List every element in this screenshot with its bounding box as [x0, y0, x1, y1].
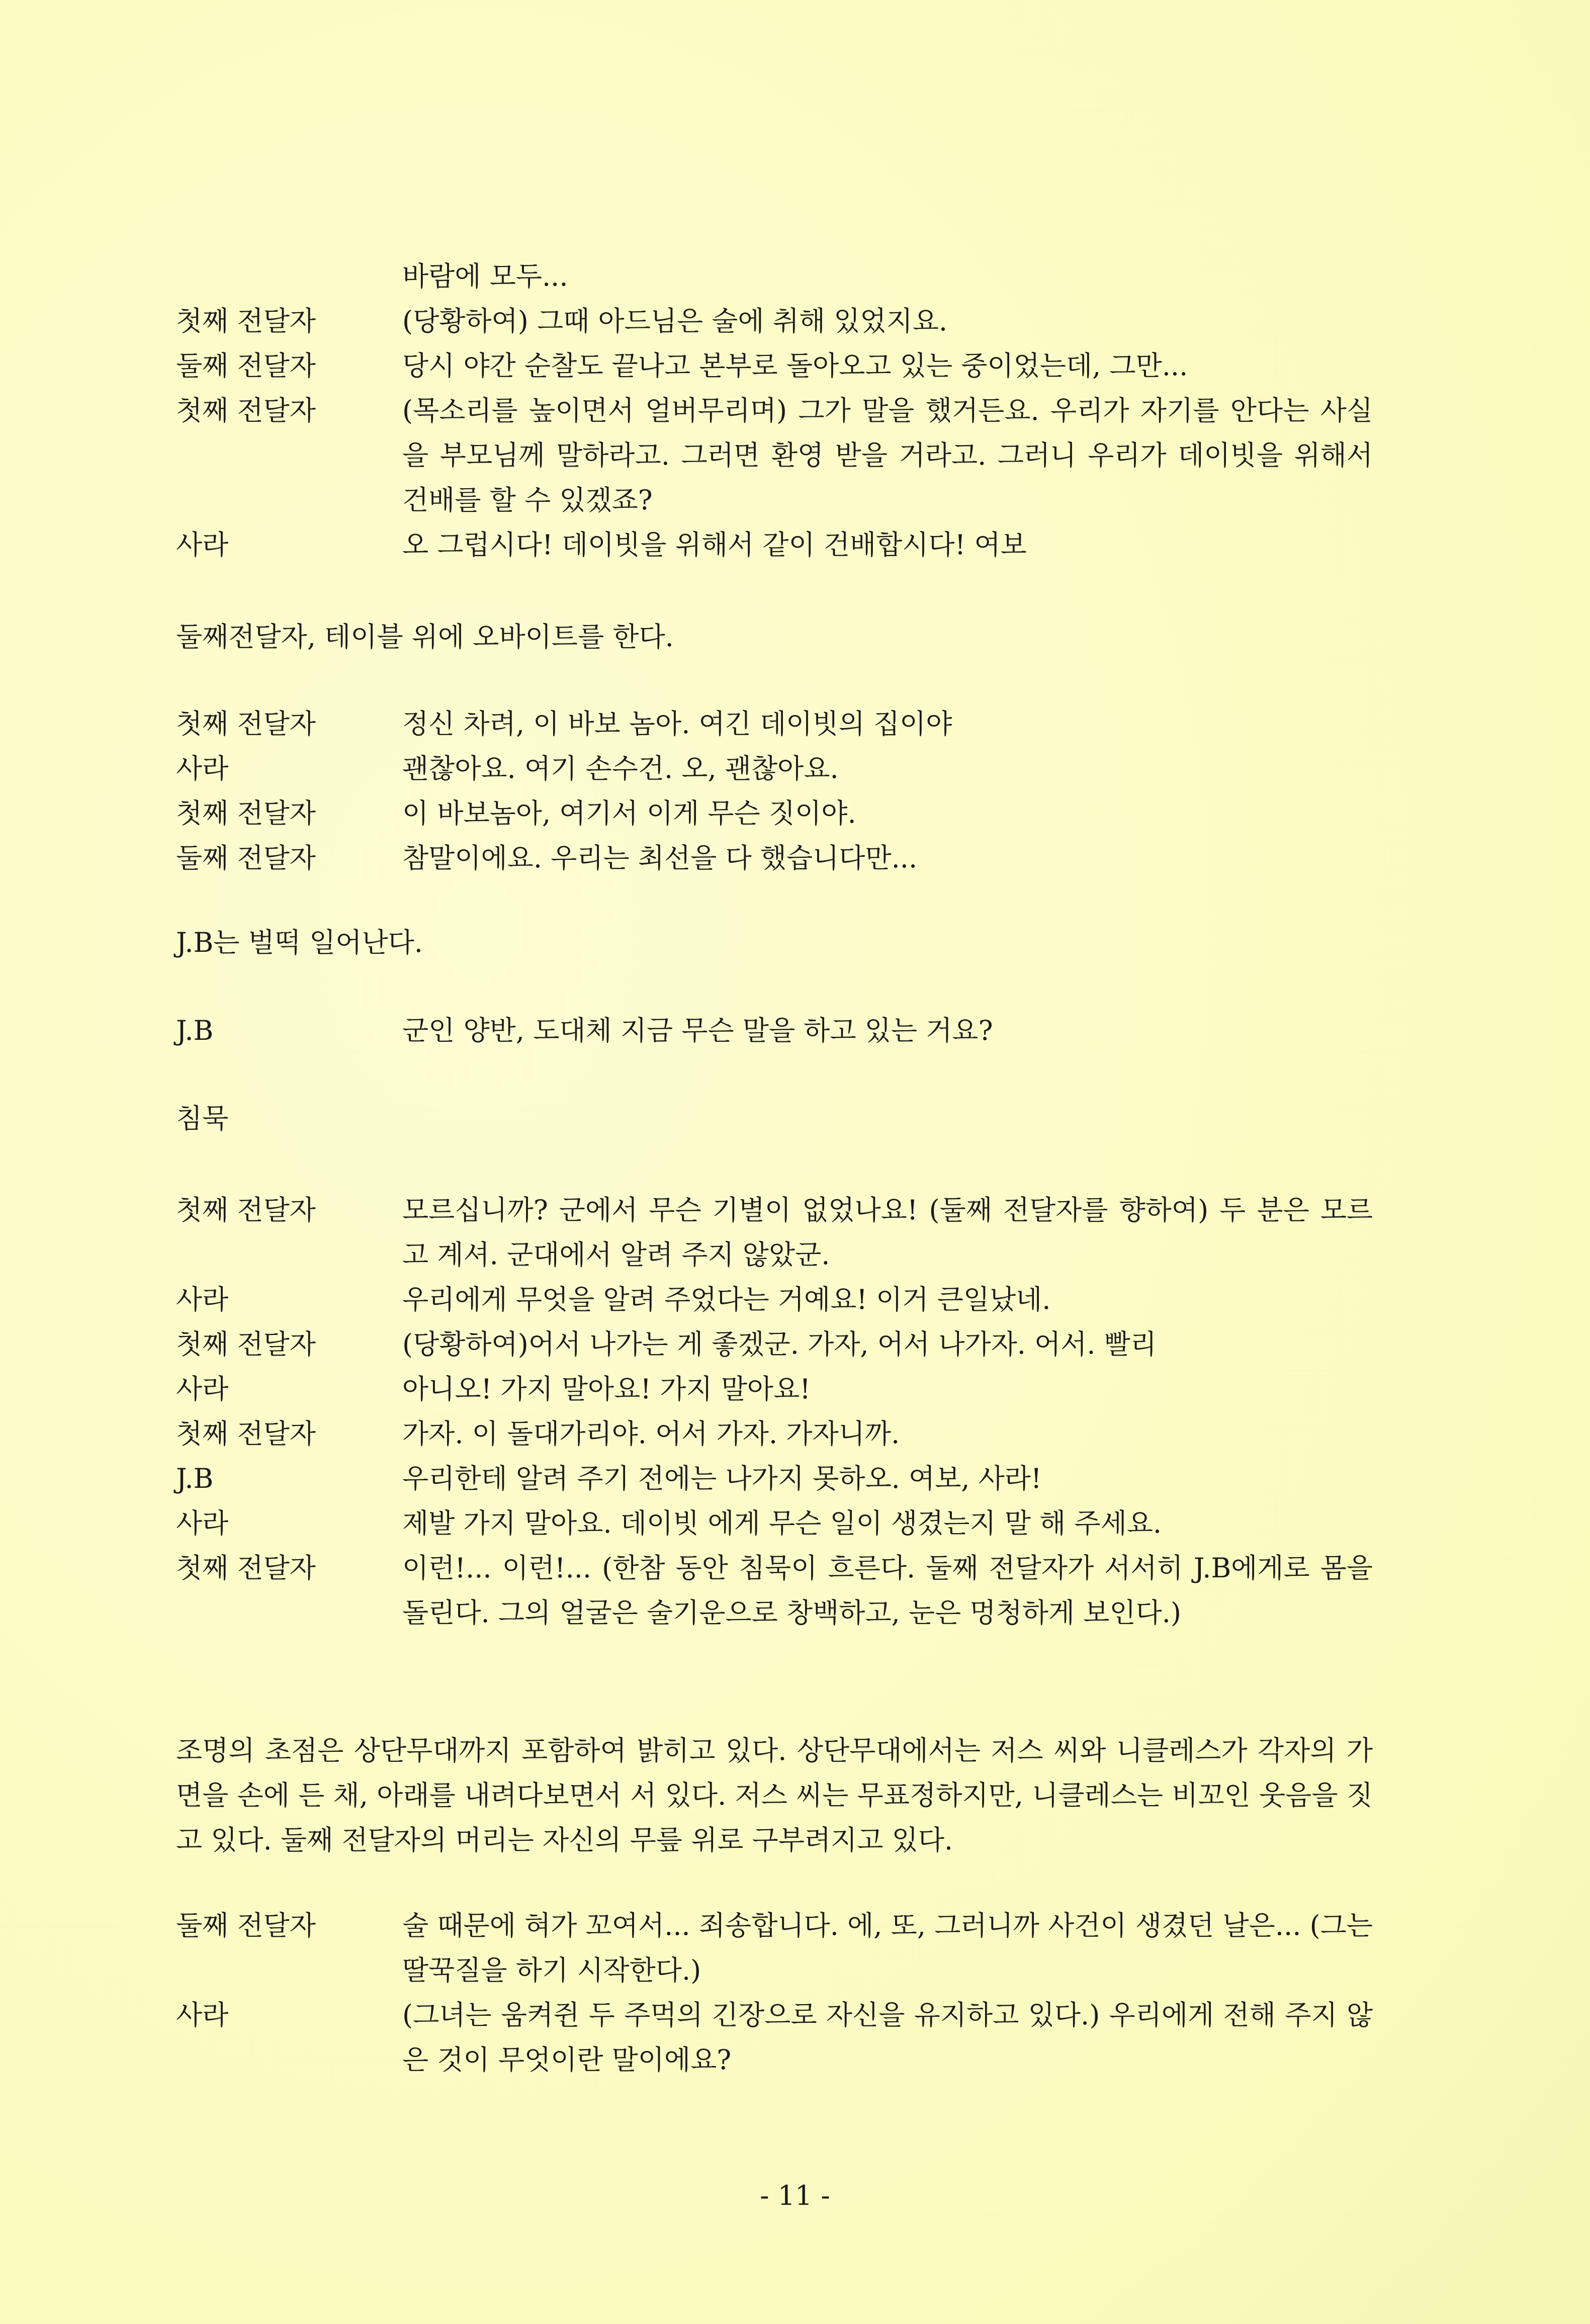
dialogue-block-1 [176, 254, 1373, 567]
speaker-name: 사라 [176, 1284, 229, 1315]
dialogue-text: 이 바보놈아, 여기서 이게 무슨 짓이야. [402, 797, 856, 829]
speaker-name: 첫째 전달자 [176, 395, 316, 426]
dialogue-line [176, 299, 1373, 343]
stage-direction: J.B는 벌떡 일어난다. [176, 927, 423, 958]
speaker-name: 첫째 전달자 [176, 708, 316, 740]
dialogue-text: 모르십니까? 군에서 무슨 기별이 없었나요! (둘째 전달자를 향하여) 두 분은 모르고 계셔. 군대에서 알려 주지 않았군. [402, 1194, 1373, 1271]
speaker-name: 사라 [176, 753, 229, 784]
dialogue-text: (목소리를 높이면서 얼버무리며) 그가 말을 했거든요. 우리가 자기를 안다는 사실을 부모님께 말하라고. 그러면 환영 받을 거라고. 그러니 우리가 데이빗을 위해서 건배를 할 수 있겠죠? [402, 395, 1373, 516]
speaker-name: 사라 [176, 1999, 229, 2031]
dialogue-text: (당황하여)어서 나가는 게 좋겠군. 가자, 어서 나가자. 어서. 빨리 [402, 1328, 1157, 1360]
dialogue-text: 바람에 모두... [402, 260, 568, 292]
dialogue-text: 우리에게 무엇을 알려 주었다는 거예요! 이거 큰일났네. [402, 1284, 1051, 1315]
speaker-name: 사라 [176, 1507, 229, 1539]
dialogue-line [176, 388, 1373, 522]
stage-direction: 침묵 [176, 1103, 229, 1134]
dialogue-line [176, 1008, 1373, 1053]
stage-direction: 조명의 초점은 상단무대까지 포함하여 밝히고 있다. 상단무대에서는 저스 씨와 니클레스가 각자의 가면을 손에 든 채, 아래를 내려다보면서 서 있다. 저스 씨는 무표정하지만, 니클레스는 비꼬인 웃음을 짓고 있다. 둘째 전달자의 머리는 자신의 무릎 위로 구부려지고 있다. [176, 1735, 1373, 1856]
dialogue-text: 당시 야간 순찰도 끝나고 본부로 돌아오고 있는 중이었는데, 그만... [402, 350, 1188, 382]
dialogue-text: (그녀는 움켜쥔 두 주먹의 긴장으로 자신을 유지하고 있다.) 우리에게 전해 주지 않은 것이 무엇이란 말이에요? [402, 1999, 1373, 2076]
dialogue-line [176, 1456, 1373, 1501]
dialogue-text: 참말이에요. 우리는 최선을 다 했습니다만... [402, 842, 918, 874]
page-number: - 11 - [760, 2180, 830, 2211]
dialogue-text: 정신 차려, 이 바보 놈아. 여긴 데이빗의 집이야 [402, 708, 952, 740]
dialogue-line [176, 1546, 1373, 1635]
dialogue-line [176, 522, 1373, 567]
dialogue-line [176, 1277, 1373, 1322]
dialogue-line [176, 791, 1373, 836]
dialogue-line [176, 1367, 1373, 1411]
dialogue-block-5 [176, 1903, 1373, 2082]
dialogue-text: 가자. 이 돌대가리야. 어서 가자. 가자니까. [402, 1418, 900, 1450]
dialogue-text: 아니오! 가지 말아요! 가지 말아요! [402, 1373, 811, 1405]
speaker-name: 둘째 전달자 [176, 842, 316, 874]
dialogue-text: 군인 양반, 도대체 지금 무슨 말을 하고 있는 거요? [402, 1015, 993, 1046]
dialogue-line [176, 1322, 1373, 1367]
dialogue-line [176, 1501, 1373, 1546]
speaker-name: 둘째 전달자 [176, 350, 316, 382]
dialogue-block-4 [176, 1188, 1373, 1635]
speaker-name: 첫째 전달자 [176, 305, 316, 337]
dialogue-line [176, 1188, 1373, 1277]
dialogue-text: 괜찮아요. 여기 손수건. 오, 괜찮아요. [402, 753, 839, 784]
dialogue-line [176, 836, 1373, 880]
speaker-name: J.B [176, 1015, 214, 1046]
dialogue-text: 이런!... 이런!... (한참 동안 침묵이 흐른다. 둘째 전달자가 서서히 J.B에게로 몸을 돌린다. 그의 얼굴은 술기운으로 창백하고, 눈은 멍청하게 보인다.) [402, 1552, 1373, 1629]
dialogue-text: 우리한테 알려 주기 전에는 나가지 못하오. 여보, 사라! [402, 1463, 1042, 1494]
stage-direction: 둘째전달자, 테이블 위에 오바이트를 한다. [176, 621, 674, 653]
speaker-name: 첫째 전달자 [176, 1418, 316, 1450]
speaker-name: 둘째 전달자 [176, 1910, 316, 1941]
dialogue-text: 술 때문에 혀가 꼬여서... 죄송합니다. 에, 또, 그러니까 사건이 생겼던 날은... (그는 딸꾹질을 하기 시작한다.) [402, 1910, 1373, 1986]
dialogue-line [176, 1903, 1373, 1993]
speaker-name: 첫째 전달자 [176, 1328, 316, 1360]
dialogue-text: (당황하여) 그때 아드님은 술에 취해 있었지요. [402, 305, 948, 337]
speaker-name: 사라 [176, 529, 229, 561]
speaker-name: 사라 [176, 1373, 229, 1405]
dialogue-line [176, 746, 1373, 791]
dialogue-line [176, 254, 1373, 299]
dialogue-text: 오 그럽시다! 데이빗을 위해서 같이 건배합시다! 여보 [402, 529, 1027, 561]
dialogue-block-3 [176, 1008, 1373, 1053]
dialogue-line [176, 701, 1373, 746]
speaker-name: 첫째 전달자 [176, 1194, 316, 1226]
speaker-name: J.B [176, 1463, 214, 1494]
dialogue-line [176, 1993, 1373, 2082]
dialogue-line [176, 1411, 1373, 1456]
dialogue-line [176, 343, 1373, 388]
dialogue-text: 제발 가지 말아요. 데이빗 에게 무슨 일이 생겼는지 말 해 주세요. [402, 1507, 1162, 1539]
dialogue-block-2 [176, 701, 1373, 880]
speaker-name: 첫째 전달자 [176, 797, 316, 829]
speaker-name: 첫째 전달자 [176, 1552, 316, 1584]
